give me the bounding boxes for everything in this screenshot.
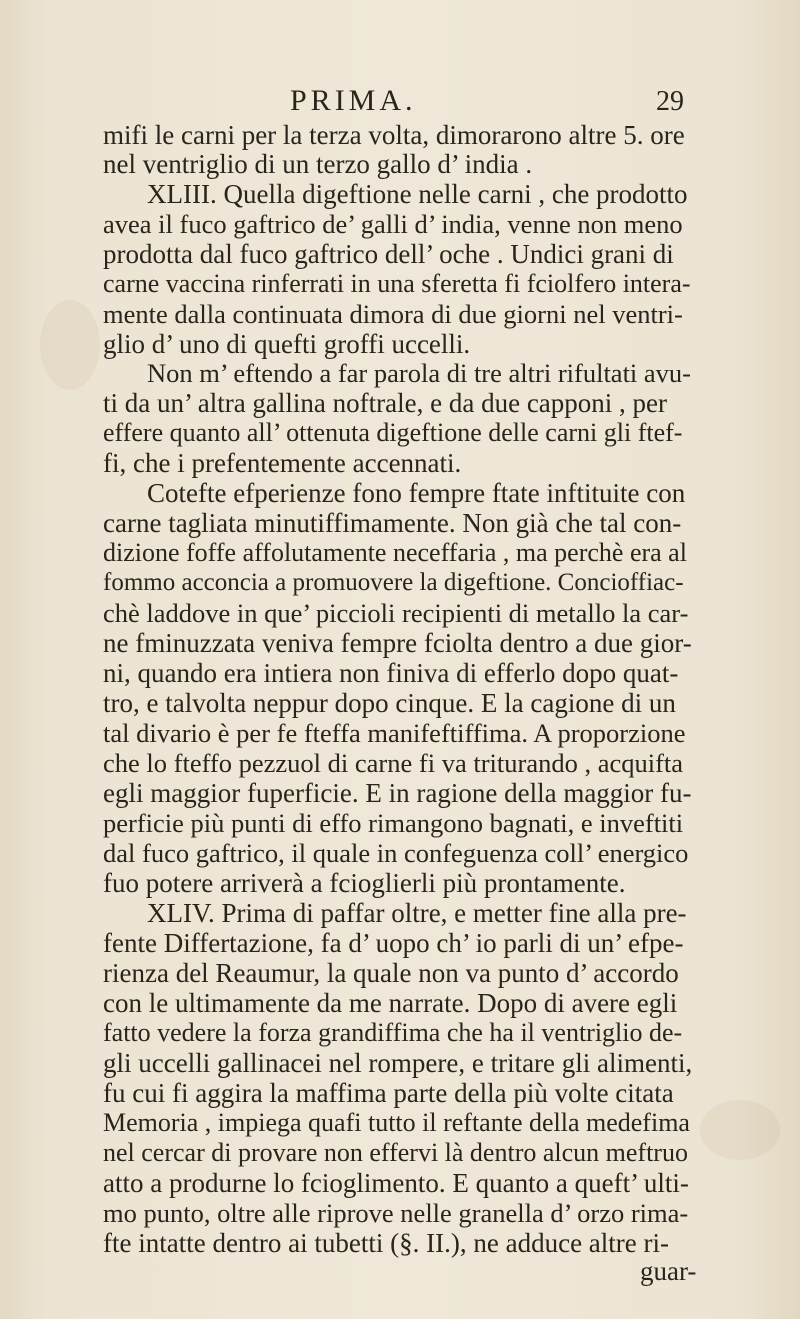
text-line: rienza del Reaumur, la quale non va punto d’ accordo bbox=[103, 958, 679, 988]
text-line: tal divario è per fe fteffa manifeftiffima. A proporzione bbox=[103, 718, 686, 748]
text-line: mo punto, oltre alle riprove nelle granella d’ orzo rima- bbox=[103, 1198, 689, 1228]
text-line: dizione foffe affolutamente neceffaria , ma perchè era al bbox=[103, 538, 687, 567]
text-line: mifi le carni per la terza volta, dimorarono altre 5. ore bbox=[103, 120, 685, 150]
text-line: atto a produrne lo fcioglimento. E quanto a queft’ ulti- bbox=[103, 1168, 689, 1198]
page-number: 29 bbox=[656, 86, 684, 117]
paper-stain bbox=[700, 1100, 780, 1160]
page-header bbox=[0, 84, 800, 124]
section-heading-line: XLIII. Quella digeftione nelle carni , che prodotto bbox=[147, 179, 688, 209]
paper-stain bbox=[40, 300, 100, 390]
text-line: chè laddove in que’ piccioli recipienti di metallo la car- bbox=[103, 598, 689, 628]
section-heading-line: XLIV. Prima di paffar oltre, e metter fine alla pre- bbox=[147, 898, 687, 928]
text-line: fi, che i prefentemente accennati. bbox=[103, 448, 462, 478]
text-line: mente dalla continuata dimora di due giorni nel ventri- bbox=[103, 299, 683, 329]
text-line: carne vaccina rinferrati in una sferetta fi fciolfero intera- bbox=[103, 269, 691, 298]
text-line: perficie più punti di effo rimangono bagnati, e inveftiti bbox=[103, 808, 684, 838]
text-line: ti da un’ altra gallina noftrale, e da due capponi , per bbox=[103, 388, 668, 418]
text-line: fatto vedere la forza grandiffima che ha il ventriglio de- bbox=[103, 1018, 683, 1047]
text-line: effere quanto all’ ottenuta digeftione delle carni gli ftef- bbox=[103, 418, 683, 447]
text-line: ne fminuzzata veniva fempre fciolta dentro a due gior- bbox=[103, 628, 692, 658]
text-line: prodotta dal fuco gaftrico dell’ oche . Undici grani di bbox=[103, 239, 674, 269]
paragraph-start-line: Non m’ eftendo a far parola di tre altri rifultati avu- bbox=[147, 358, 692, 388]
text-line: tro, e talvolta neppur dopo cinque. E la cagione di un bbox=[103, 688, 676, 718]
text-line: fommo acconcia a promuovere la digeftione. Concioffiac- bbox=[103, 569, 684, 596]
text-line: Memoria , impiega quafi tutto il reftante della medefima bbox=[103, 1108, 690, 1137]
text-line: gli uccelli gallinacei nel rompere, e tritare gli alimenti, bbox=[103, 1048, 693, 1078]
text-line: fente Differtazione, fa d’ uopo ch’ io parli di un’ efpe- bbox=[103, 928, 684, 958]
text-line: ni, quando era intiera non finiva di efferlo dopo quat- bbox=[103, 658, 679, 688]
text-line: fu cui fi aggira la maffima parte della più volte citata bbox=[103, 1078, 674, 1108]
text-line: egli maggior fuperficie. E in ragione della maggior fu- bbox=[103, 778, 692, 808]
text-line: dal fuco gaftrico, il quale in confeguenza coll’ energico bbox=[103, 838, 689, 868]
paragraph-start-line: Cotefte efperienze fono fempre ftate inftituite con bbox=[147, 478, 686, 508]
text-line: con le ultimamente da me narrate. Dopo di avere egli bbox=[103, 988, 678, 1018]
text-line: glio d’ uno di quefti groffi uccelli. bbox=[103, 329, 471, 359]
text-line: fte intatte dentro ai tubetti (§. II.), ne adduce altre ri- bbox=[103, 1228, 669, 1258]
text-line: fuo potere arriverà a fcioglierli più prontamente. bbox=[103, 868, 626, 898]
running-head: PRIMA. bbox=[290, 84, 417, 117]
text-line: nel ventriglio di un terzo gallo d’ india . bbox=[103, 149, 533, 179]
text-line: avea il fuco gaftrico de’ galli d’ india, venne non meno bbox=[103, 209, 683, 239]
text-line: carne tagliata minutiffimamente. Non già che tal con- bbox=[103, 508, 682, 538]
text-line: che lo fteffo pezzuol di carne fi va triturando , acquifta bbox=[103, 748, 684, 778]
text-line: nel cercar di provare non effervi là dentro alcun meftruo bbox=[103, 1138, 688, 1167]
catchword: guar- bbox=[640, 1256, 697, 1286]
